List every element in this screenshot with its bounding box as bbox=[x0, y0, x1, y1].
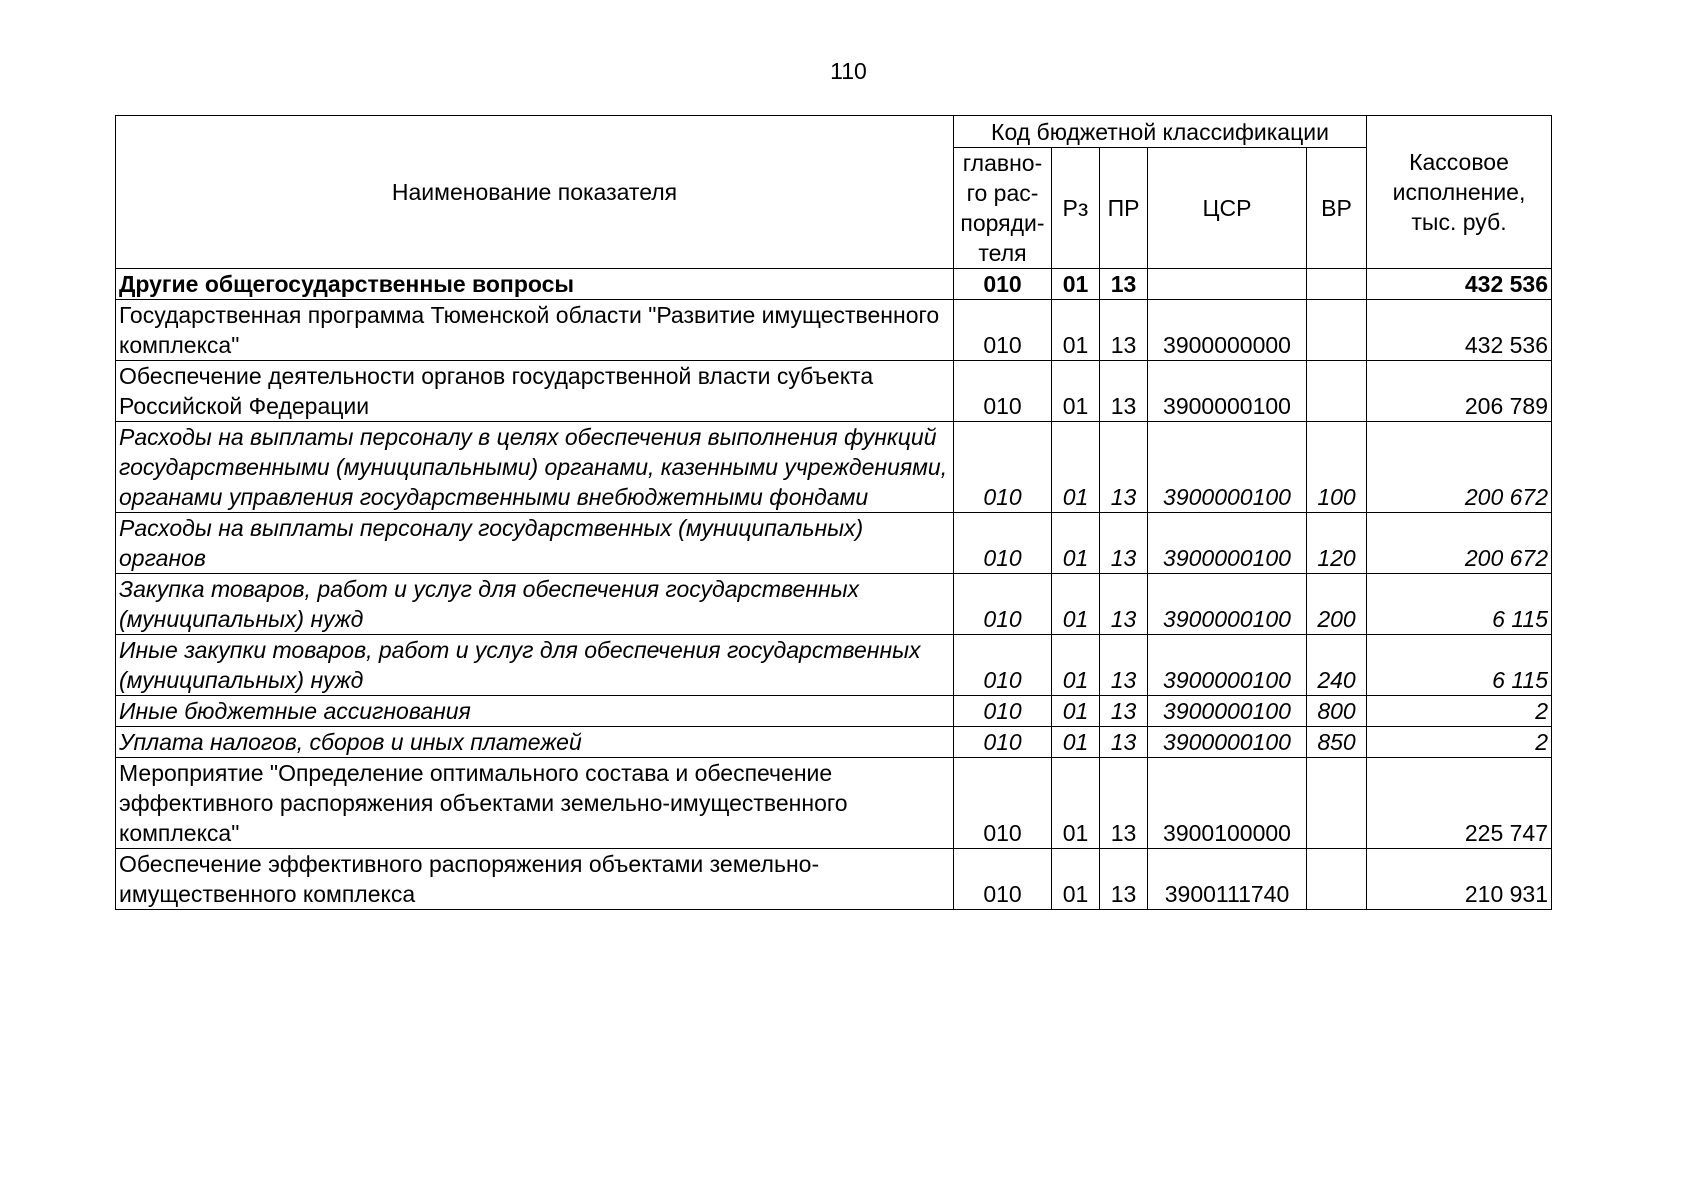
cell-rz: 01 bbox=[1052, 696, 1100, 727]
cell-pr: 13 bbox=[1100, 513, 1148, 574]
table-row bbox=[116, 422, 1552, 513]
cell-amount: 2 bbox=[1367, 727, 1552, 758]
table-row bbox=[116, 727, 1552, 758]
cell-name: Закупка товаров, работ и услуг для обеспечения государственных (муниципальных) нужд bbox=[116, 574, 954, 635]
header-csr: ЦСР bbox=[1148, 148, 1307, 269]
cell-rz: 01 bbox=[1052, 513, 1100, 574]
header-vr: ВР bbox=[1307, 148, 1367, 269]
cell-rz: 01 bbox=[1052, 727, 1100, 758]
table-row bbox=[116, 696, 1552, 727]
cell-pr: 13 bbox=[1100, 422, 1148, 513]
cell-gr: 010 bbox=[954, 422, 1052, 513]
cell-pr: 13 bbox=[1100, 361, 1148, 422]
cell-csr: 3900000100 bbox=[1148, 361, 1307, 422]
cell-name: Мероприятие "Определение оптимального состава и обеспечение эффективного распоряжения объектами земельно-имущественного комплекса" bbox=[116, 758, 954, 849]
budget-table bbox=[115, 115, 1552, 910]
header-code-group: Код бюджетной классификации bbox=[954, 116, 1367, 148]
cell-amount: 206 789 bbox=[1367, 361, 1552, 422]
cell-name: Расходы на выплаты персоналу государственных (муниципальных) органов bbox=[116, 513, 954, 574]
cell-rz: 01 bbox=[1052, 269, 1100, 300]
cell-rz: 01 bbox=[1052, 849, 1100, 910]
cell-rz: 01 bbox=[1052, 361, 1100, 422]
table-body bbox=[116, 269, 1552, 910]
cell-csr bbox=[1148, 269, 1307, 300]
header-rz: Рз bbox=[1052, 148, 1100, 269]
cell-amount: 210 931 bbox=[1367, 849, 1552, 910]
cell-amount: 200 672 bbox=[1367, 422, 1552, 513]
cell-vr: 850 bbox=[1307, 727, 1367, 758]
cell-amount: 432 536 bbox=[1367, 300, 1552, 361]
cell-csr: 3900000100 bbox=[1148, 635, 1307, 696]
cell-rz: 01 bbox=[1052, 574, 1100, 635]
cell-amount: 2 bbox=[1367, 696, 1552, 727]
cell-gr: 010 bbox=[954, 574, 1052, 635]
table-row bbox=[116, 361, 1552, 422]
cell-csr: 3900000100 bbox=[1148, 696, 1307, 727]
cell-rz: 01 bbox=[1052, 758, 1100, 849]
cell-vr: 200 bbox=[1307, 574, 1367, 635]
cell-name: Иные бюджетные ассигнования bbox=[116, 696, 954, 727]
header-amount bbox=[1367, 116, 1552, 269]
cell-amount: 225 747 bbox=[1367, 758, 1552, 849]
cell-gr: 010 bbox=[954, 727, 1052, 758]
cell-name: Государственная программа Тюменской области "Развитие имущественного комплекса" bbox=[116, 300, 954, 361]
cell-vr: 800 bbox=[1307, 696, 1367, 727]
header-amount-line: исполнение, bbox=[1392, 179, 1526, 205]
cell-gr: 010 bbox=[954, 635, 1052, 696]
table-row bbox=[116, 300, 1552, 361]
cell-name: Уплата налогов, сборов и иных платежей bbox=[116, 727, 954, 758]
cell-name: Расходы на выплаты персоналу в целях обеспечения выполнения функций государственными (муниципальными) органами, казенными учреждениями, органами управления государственными внебюджетными фондами bbox=[116, 422, 954, 513]
header-gr-line: поряди- bbox=[960, 210, 1045, 236]
cell-vr: 240 bbox=[1307, 635, 1367, 696]
page-number: 110 bbox=[830, 58, 867, 84]
table-row bbox=[116, 635, 1552, 696]
cell-vr bbox=[1307, 361, 1367, 422]
header-amount-line: тыс. руб. bbox=[1411, 209, 1507, 235]
header-gr-line: теля bbox=[978, 240, 1027, 266]
cell-gr: 010 bbox=[954, 269, 1052, 300]
cell-pr: 13 bbox=[1100, 635, 1148, 696]
cell-gr: 010 bbox=[954, 696, 1052, 727]
cell-vr bbox=[1307, 758, 1367, 849]
table-header bbox=[116, 116, 1552, 269]
cell-pr: 13 bbox=[1100, 269, 1148, 300]
cell-amount: 432 536 bbox=[1367, 269, 1552, 300]
cell-vr bbox=[1307, 269, 1367, 300]
table-row bbox=[116, 849, 1552, 910]
cell-name: Другие общегосударственные вопросы bbox=[116, 269, 954, 300]
cell-csr: 3900100000 bbox=[1148, 758, 1307, 849]
table-row bbox=[116, 574, 1552, 635]
header-pr: ПР bbox=[1100, 148, 1148, 269]
cell-vr: 120 bbox=[1307, 513, 1367, 574]
header-gr-line: главно- bbox=[962, 150, 1043, 176]
cell-amount: 6 115 bbox=[1367, 635, 1552, 696]
cell-rz: 01 bbox=[1052, 300, 1100, 361]
cell-amount: 200 672 bbox=[1367, 513, 1552, 574]
cell-csr: 3900000100 bbox=[1148, 513, 1307, 574]
cell-pr: 13 bbox=[1100, 849, 1148, 910]
table-row bbox=[116, 269, 1552, 300]
cell-gr: 010 bbox=[954, 758, 1052, 849]
cell-vr bbox=[1307, 300, 1367, 361]
cell-name: Обеспечение деятельности органов государственной власти субъекта Российской Федерации bbox=[116, 361, 954, 422]
table-row bbox=[116, 513, 1552, 574]
table-row bbox=[116, 758, 1552, 849]
cell-gr: 010 bbox=[954, 849, 1052, 910]
cell-pr: 13 bbox=[1100, 727, 1148, 758]
cell-rz: 01 bbox=[1052, 422, 1100, 513]
cell-csr: 3900000100 bbox=[1148, 727, 1307, 758]
cell-pr: 13 bbox=[1100, 758, 1148, 849]
cell-vr: 100 bbox=[1307, 422, 1367, 513]
header-gr bbox=[954, 148, 1052, 269]
cell-amount: 6 115 bbox=[1367, 574, 1552, 635]
header-amount-line: Кассовое bbox=[1409, 149, 1509, 175]
cell-gr: 010 bbox=[954, 361, 1052, 422]
header-gr-line: го рас- bbox=[966, 180, 1039, 206]
cell-pr: 13 bbox=[1100, 696, 1148, 727]
cell-rz: 01 bbox=[1052, 635, 1100, 696]
cell-name: Обеспечение эффективного распоряжения объектами земельно-имущественного комплекса bbox=[116, 849, 954, 910]
cell-csr: 3900000100 bbox=[1148, 422, 1307, 513]
cell-csr: 3900000100 bbox=[1148, 574, 1307, 635]
cell-pr: 13 bbox=[1100, 300, 1148, 361]
cell-gr: 010 bbox=[954, 513, 1052, 574]
cell-name: Иные закупки товаров, работ и услуг для обеспечения государственных (муниципальных) нужд bbox=[116, 635, 954, 696]
header-name: Наименование показателя bbox=[116, 116, 954, 269]
cell-csr: 3900000000 bbox=[1148, 300, 1307, 361]
cell-csr: 3900111740 bbox=[1148, 849, 1307, 910]
cell-pr: 13 bbox=[1100, 574, 1148, 635]
cell-gr: 010 bbox=[954, 300, 1052, 361]
cell-vr bbox=[1307, 849, 1367, 910]
